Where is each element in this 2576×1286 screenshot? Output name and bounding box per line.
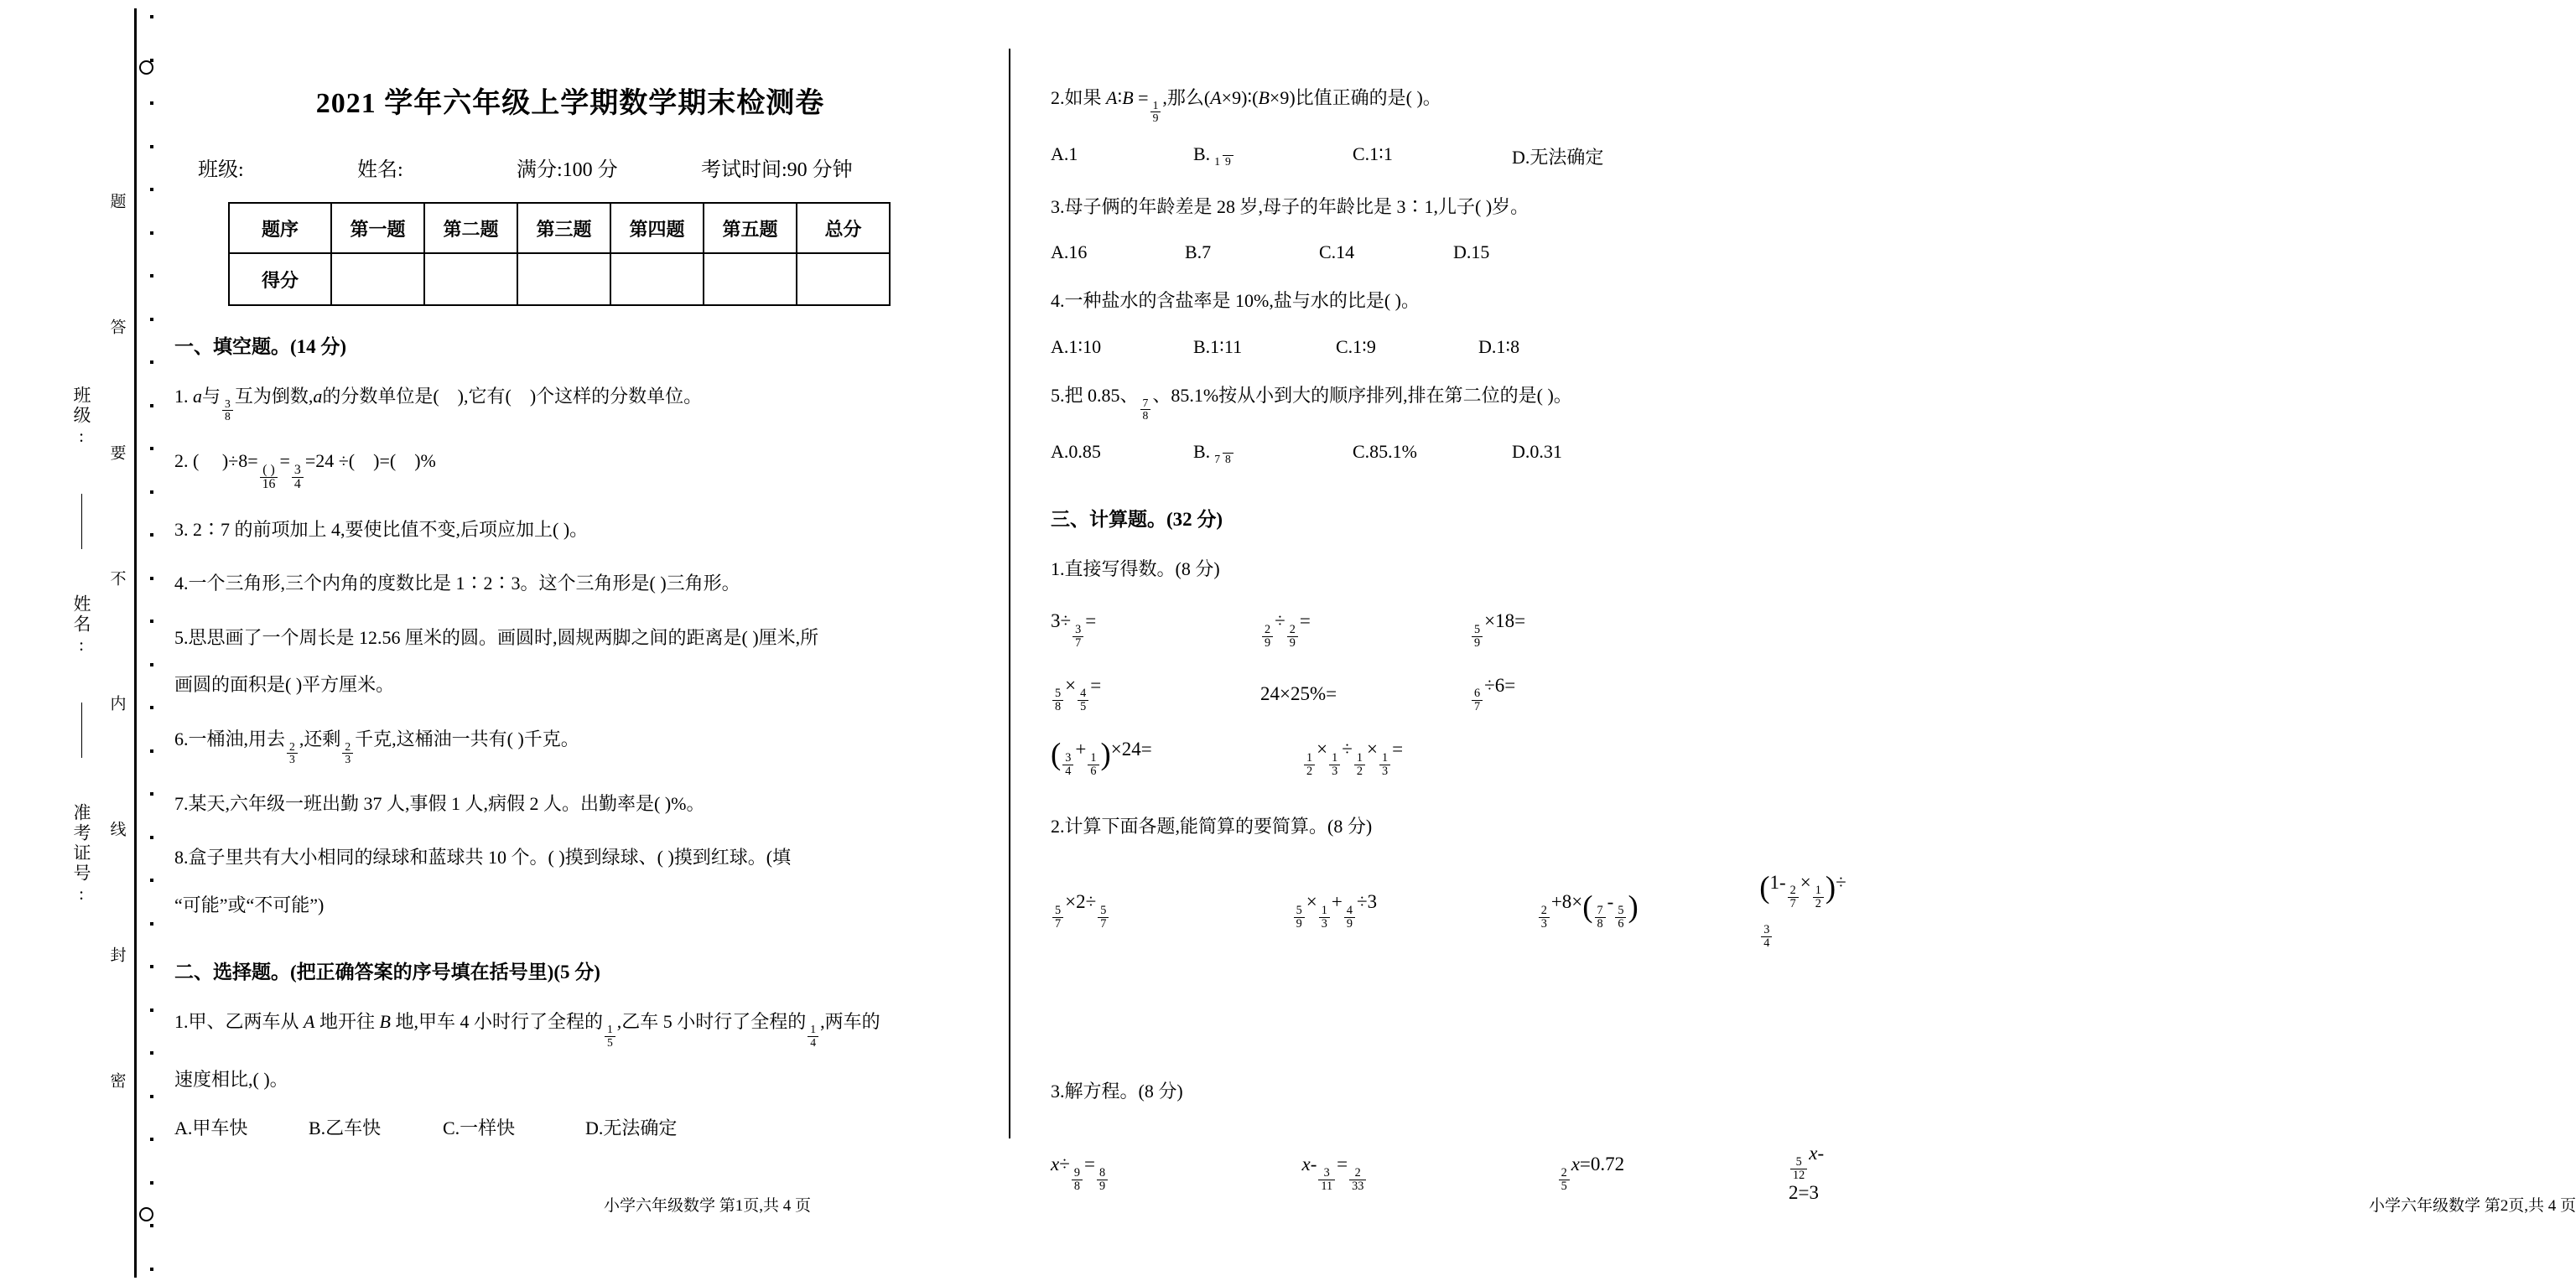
cq5-p2: 、85.1%按从小到大的顺序排列,排在第二位的是( )。 — [1152, 384, 1572, 406]
q2-t3: =24 ÷( — [304, 449, 356, 471]
q2-t5: )% — [414, 449, 436, 471]
choice-question-4-options — [1051, 336, 1849, 358]
cq1-A: A — [304, 1011, 315, 1033]
oral-calc-row-2 — [1051, 675, 1849, 713]
q1-t2: 互为倒数, — [234, 386, 314, 407]
choice-question-2-options — [1051, 143, 1849, 169]
equation-item-1: x÷ $\frac{9}{8}$ = $\frac{8}{9}$ — [1051, 1154, 1301, 1192]
cq1-option-b[interactable]: B.乙车快 — [309, 1117, 382, 1139]
oral-calc-row-3 — [1051, 736, 1849, 778]
oral-item-4: $\frac{5}{8}$ × $\frac{4}{5}$ = — [1051, 675, 1260, 713]
cq5-option-c[interactable]: C.85.1% — [1353, 440, 1417, 462]
cq1-option-a[interactable]: A.甲车快 — [174, 1117, 248, 1139]
footer-right: 小学六年级数学 第2页,共 4 页 — [2369, 1197, 2576, 1215]
fill-question-8-line-2: “可能”或“不可能”) — [174, 894, 325, 915]
q2-fraction-1: $\frac{( )}{16}$ — [260, 464, 278, 492]
q6-fraction-1: $\frac{2}{3}$ — [287, 741, 298, 766]
cq2-A: A — [1106, 87, 1118, 108]
cq5-option-d[interactable]: D.0.31 — [1512, 440, 1562, 462]
cq1-p5: ,两车的 — [820, 1011, 880, 1033]
score-table-row-label-2: 得分 — [229, 253, 331, 305]
oral-calc-row-1 — [1051, 610, 1849, 649]
score-col-4: 第四题 — [610, 203, 704, 253]
q6-pre: 6.一桶油,用去 — [174, 728, 286, 749]
cq5-option-a[interactable]: A.0.85 — [1051, 440, 1101, 462]
score-col-5: 第五题 — [704, 203, 797, 253]
q1-fraction: $\frac{3}{8}$ — [222, 398, 233, 423]
score-table — [228, 202, 891, 306]
choice-question-3-options — [1051, 241, 1849, 263]
section-3-sub-2-heading: 2.计算下面各题,能简算的要简算。(8 分) — [1051, 816, 1373, 837]
cq2-option-d[interactable]: D.无法确定 — [1512, 146, 1604, 168]
section-2-heading: 二、选择题。(把正确答案的序号填在括号里)(5 分) — [174, 962, 600, 983]
equation-item-3: $\frac{2}{5}$ x=0.72 — [1557, 1154, 1789, 1192]
fill-question-5-line-1: 5.思思画了一个周长是 12.56 厘米的圆。画圆时,圆规两脚之间的距离是( )厘米,所 — [174, 626, 819, 648]
score-table-row-label-1: 题序 — [229, 203, 331, 253]
section-3-sub-3-heading: 3.解方程。(8 分) — [1051, 1080, 1183, 1102]
fill-question-3: 3. 2∶7 的前项加上 4,要使比值不变,后项应加上( )。 — [174, 518, 589, 540]
simplify-item-1: $\frac{5}{7}$ ×2÷ $\frac{5}{7}$ — [1051, 891, 1292, 930]
cq1-option-c[interactable]: C.一样快 — [443, 1117, 516, 1139]
cq2-p3: = — [1133, 87, 1149, 108]
margin-label-name: 姓名: — [71, 594, 91, 657]
fill-question-1 — [174, 381, 973, 423]
equations-row — [1051, 1143, 1849, 1203]
field-name: 姓名: — [357, 159, 403, 181]
score-cell-1[interactable] — [331, 253, 424, 305]
cq2-A2: A — [1210, 87, 1222, 108]
q2-t2: = — [279, 449, 290, 471]
choice-question-3: 3.母子俩的年龄差是 28 岁,母子的年龄比是 3∶1,儿子( )岁。 — [1051, 195, 1530, 217]
cq1-p2: 地开往 — [314, 1011, 380, 1033]
field-duration: 考试时间:90 分钟 — [701, 159, 853, 181]
cq1-p1: 1.甲、乙两车从 — [174, 1011, 304, 1033]
oral-item-7: ( $\frac{3}{4}$ + $\frac{1}{6}$ )×24= — [1051, 736, 1152, 778]
cq2-p1: 2.如果 — [1051, 87, 1107, 108]
equation-item-2: x- $\frac{3}{11}$ = $\frac{2}{33}$ — [1301, 1154, 1556, 1192]
score-table-header-row — [229, 203, 890, 253]
score-cell-4[interactable] — [610, 253, 704, 305]
cq1-fraction-2: $\frac{1}{4}$ — [808, 1024, 818, 1049]
page-title: 2021 学年六年级上学期数学期末检测卷 — [315, 88, 825, 119]
q6-fraction-2: $\frac{2}{3}$ — [342, 741, 353, 766]
oral-item-8: $\frac{1}{2}$ × $\frac{1}{3}$ ÷ $\frac{1}{2}$ × $\frac{1}{3}$ = — [1302, 739, 1403, 777]
choice-question-5-options — [1051, 441, 1849, 465]
score-table-body-row — [229, 253, 890, 305]
cq2-p6: ×9)比值正确的是( )。 — [1269, 87, 1441, 108]
cq2-option-c[interactable]: C.1∶1 — [1353, 143, 1393, 164]
oral-item-6: $\frac{6}{7}$ ÷6= — [1470, 675, 1515, 713]
seal-char-3: 不 — [107, 569, 126, 588]
fill-question-6 — [174, 723, 973, 766]
cq1-B: B — [379, 1011, 391, 1033]
score-col-1: 第一题 — [331, 203, 424, 253]
cq2-option-b[interactable]: B. 1 9 — [1193, 143, 1353, 169]
cq3-option-d[interactable]: D.15 — [1453, 241, 1490, 263]
cq4-option-b[interactable]: B.1∶11 — [1193, 335, 1243, 357]
footer-left: 小学六年级数学 第1页,共 4 页 — [604, 1197, 812, 1215]
student-info-margin — [67, 386, 96, 1056]
q2-fraction-2: $\frac{3}{4}$ — [292, 464, 304, 492]
score-col-2: 第二题 — [424, 203, 517, 253]
equation-item-4: $\frac{5}{12}$ x-2=3 — [1789, 1143, 1825, 1203]
score-cell-total[interactable] — [797, 253, 890, 305]
q2-pre: 2. ( — [174, 449, 200, 471]
cq2-B: B — [1122, 87, 1134, 108]
seal-line-column — [104, 193, 129, 1090]
choice-question-5 — [1051, 380, 1849, 423]
fill-question-5-line-2: 画圆的面积是( )平方厘米。 — [174, 674, 395, 696]
binding-rail — [134, 8, 137, 1278]
student-info-line — [168, 153, 973, 182]
choice-question-1-options — [174, 1114, 973, 1140]
choice-question-1-line-2: 速度相比,( )。 — [174, 1068, 288, 1090]
simplify-item-3: $\frac{2}{3}$ +8×( $\frac{7}{8}$ - $\frac{5}{6}$ ) — [1537, 891, 1760, 930]
q6-t1: ,还剩 — [299, 728, 341, 749]
cq3-option-b[interactable]: B.7 — [1185, 241, 1212, 263]
cq4-option-c[interactable]: C.1∶9 — [1336, 335, 1376, 357]
margin-label-exam-id: 准考证号: — [71, 803, 91, 906]
choice-question-1 — [174, 1006, 973, 1049]
margin-label-class: 班级: — [71, 386, 91, 449]
choice-question-4: 4.一种盐水的含盐率是 10%,盐与水的比是( )。 — [1051, 290, 1420, 312]
section-3-sub-1-heading: 1.直接写得数。(8 分) — [1051, 557, 1220, 579]
fill-question-8-line-1: 8.盒子里共有大小相同的绿球和蓝球共 10 个。( )摸到绿球、( )摸到红球。(填 — [174, 847, 792, 869]
q2-t4: )=( — [373, 449, 397, 471]
oral-item-2: $\frac{2}{9}$ ÷ $\frac{2}{9}$ = — [1260, 610, 1470, 649]
seal-char-2: 要 — [107, 443, 126, 462]
cq4-option-d[interactable]: D.1∶8 — [1478, 335, 1520, 357]
q2-t1: )÷8= — [221, 449, 258, 471]
cq1-fraction-1: $\frac{1}{5}$ — [605, 1024, 615, 1049]
q1-t3: 的分数单位是( — [322, 386, 439, 407]
cq5-option-b[interactable]: B. 7 8 — [1193, 441, 1353, 465]
q1-t1: 与 — [202, 386, 221, 407]
q1-var-a: a — [193, 386, 202, 407]
simplify-item-4: (1- $\frac{2}{7}$ × $\frac{1}{2}$ )÷ $\frac{3}{4}$ — [1759, 869, 1846, 950]
margin-rule-1 — [81, 494, 82, 549]
q1-t4: ),它有( — [457, 386, 512, 407]
fill-question-2 — [174, 445, 973, 492]
cq2-B2: B — [1258, 87, 1270, 108]
cq3-option-a[interactable]: A.16 — [1051, 241, 1088, 263]
q1-var-a2: a — [313, 386, 323, 407]
seal-char-6: 封 — [107, 946, 126, 965]
cq2-p2: ∶ — [1117, 87, 1123, 108]
cq1-p3: 地,甲车 4 小时行了全程的 — [390, 1011, 603, 1033]
cq1-option-d[interactable]: D.无法确定 — [585, 1117, 678, 1139]
cq1-p4: ,乙车 5 小时行了全程的 — [616, 1011, 807, 1033]
cq4-option-a[interactable]: A.1∶10 — [1051, 335, 1102, 357]
cq2-option-a[interactable]: A.1 — [1051, 143, 1078, 164]
cq5-fraction: $\frac{7}{8}$ — [1140, 397, 1151, 423]
q6-t2: 千克,这桶油一共有( )千克。 — [355, 728, 579, 749]
score-col-total: 总分 — [797, 203, 890, 253]
oral-item-5: 24×25%= — [1260, 682, 1337, 704]
margin-rule-2 — [81, 703, 82, 758]
score-cell-2[interactable] — [424, 253, 517, 305]
cq3-option-c[interactable]: C.14 — [1319, 241, 1355, 263]
field-full-score: 满分:100 分 — [517, 159, 618, 181]
score-cell-5[interactable] — [704, 253, 797, 305]
section-3-heading: 三、计算题。(32 分) — [1051, 508, 1223, 530]
score-col-3: 第三题 — [517, 203, 610, 253]
score-cell-3[interactable] — [517, 253, 610, 305]
seal-char-1: 答 — [107, 318, 126, 336]
seal-char-0: 题 — [107, 193, 126, 210]
field-class: 班级: — [198, 159, 244, 181]
seal-char-4: 内 — [107, 695, 126, 713]
q1-t5: )个这样的分数单位。 — [529, 386, 703, 407]
left-column — [168, 34, 973, 1236]
margin-dot-strip — [141, 15, 163, 1271]
cq2-p5: ×9)∶( — [1221, 87, 1259, 108]
q1-pre: 1. — [174, 386, 193, 407]
fill-question-4: 4.一个三角形,三个内角的度数比是 1∶2∶3。这个三角形是( )三角形。 — [174, 573, 740, 594]
simplify-row — [1051, 869, 1849, 950]
simplify-item-2: $\frac{5}{9}$ × $\frac{1}{3}$ + $\frac{4}{9}$ ÷3 — [1292, 891, 1537, 930]
column-divider — [1009, 49, 1010, 1138]
seal-char-7: 密 — [107, 1071, 126, 1090]
seal-char-5: 线 — [107, 821, 126, 839]
cq2-p4: ,那么( — [1162, 87, 1211, 108]
cq2-fraction: $\frac{1}{9}$ — [1150, 100, 1161, 125]
choice-question-2 — [1051, 82, 1849, 125]
fill-question-7: 7.某天,六年级一班出勤 37 人,事假 1 人,病假 2 人。出勤率是( )%。 — [174, 792, 705, 814]
cq5-p1: 5.把 0.85、 — [1051, 384, 1139, 406]
oral-item-1: 3÷ $\frac{3}{7}$ = — [1051, 610, 1097, 650]
right-column — [1044, 34, 2576, 1236]
oral-item-3: $\frac{5}{9}$ ×18= — [1470, 610, 1525, 649]
section-1-heading: 一、填空题。(14 分) — [174, 336, 347, 357]
